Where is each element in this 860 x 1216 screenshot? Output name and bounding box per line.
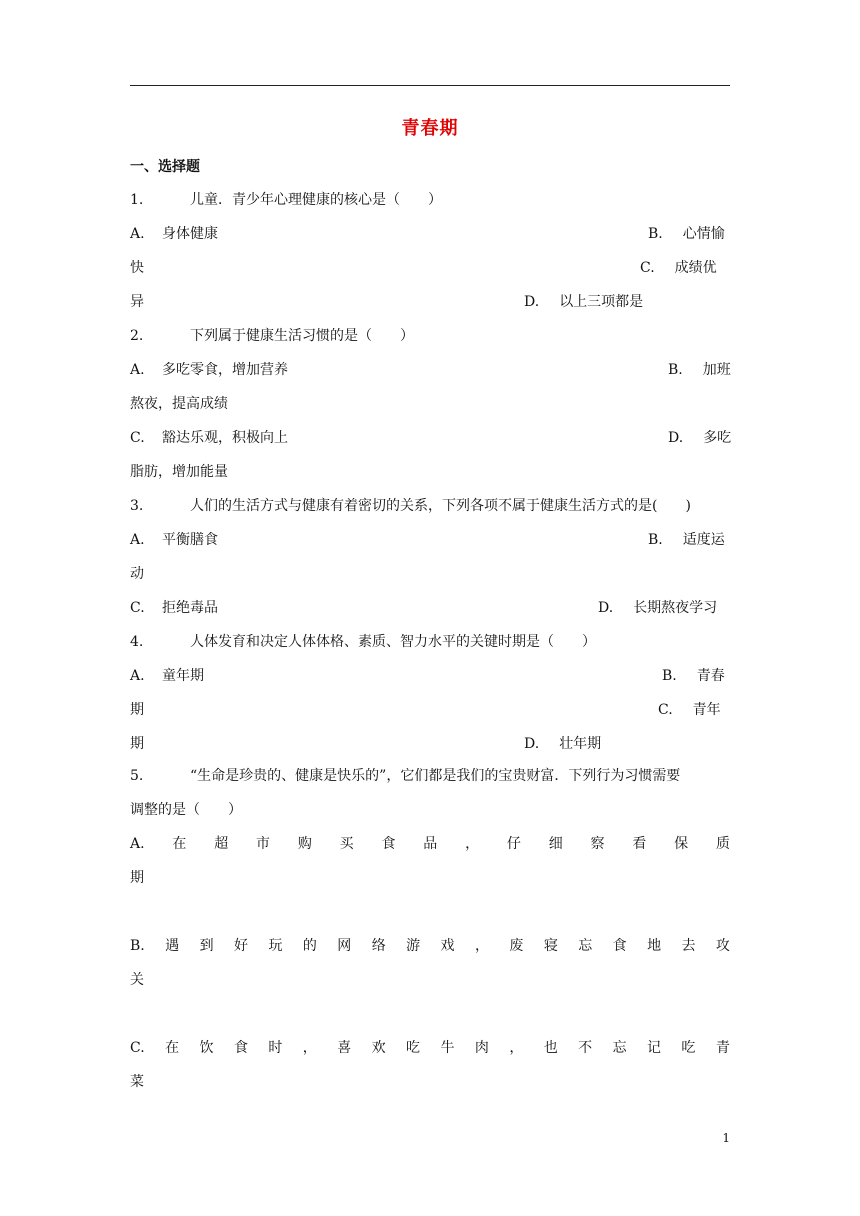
option-char: 络 xyxy=(371,938,386,954)
option-char: 戏 xyxy=(440,938,455,954)
option-char: 不 xyxy=(578,1040,593,1056)
option-label: B. xyxy=(648,226,663,242)
option-char: ， xyxy=(465,836,480,852)
option-char: 食 xyxy=(233,1040,248,1056)
question-5-option-a xyxy=(130,834,730,854)
question-2-option-b xyxy=(668,360,731,380)
option-label: D. xyxy=(668,430,684,446)
question-4-option-c-cont: 期 xyxy=(130,736,144,752)
question-3-option-d xyxy=(598,598,717,618)
question-2-option-d-cont: 脂肪，增加能量 xyxy=(130,464,228,480)
option-text: 青年 xyxy=(692,702,721,718)
option-char: 的 xyxy=(302,938,317,954)
option-char: 在 xyxy=(165,1040,180,1056)
option-char: 品 xyxy=(423,836,438,852)
question-2-number: 2. xyxy=(130,328,144,344)
question-1-option-d xyxy=(524,292,643,312)
question-1-option-c xyxy=(640,258,717,278)
question-1-number: 1. xyxy=(130,192,144,208)
question-4-text: 人体发育和决定人体体格、素质、智力水平的关键时期是（ ） xyxy=(190,634,596,650)
question-1-option-c-cont: 异 xyxy=(130,294,144,310)
header-rule xyxy=(130,85,730,86)
option-char: 游 xyxy=(406,938,421,954)
option-char: 超 xyxy=(214,836,229,852)
question-4-option-a xyxy=(130,666,204,686)
option-char: 饮 xyxy=(199,1040,214,1056)
option-char: 细 xyxy=(548,836,563,852)
option-char: 玩 xyxy=(268,938,283,954)
question-2-option-b-cont: 熬夜，提高成绩 xyxy=(130,396,228,412)
option-char: 地 xyxy=(647,938,662,954)
question-3-option-c xyxy=(130,598,218,618)
option-text: 平衡膳食 xyxy=(162,532,218,548)
question-1-text: 儿童．青少年心理健康的核心是（ ） xyxy=(190,192,442,208)
option-char: 攻 xyxy=(715,938,730,954)
option-char: 废 xyxy=(509,938,524,954)
question-3-option-b-cont: 动 xyxy=(130,566,144,582)
option-label: C. xyxy=(130,600,145,616)
option-char: 青 xyxy=(715,1040,730,1056)
option-text: 壮年期 xyxy=(559,736,602,752)
option-text: 成绩优 xyxy=(674,260,717,276)
option-text: 青春 xyxy=(696,668,725,684)
option-char: 食 xyxy=(381,836,396,852)
page-title: 青春期 xyxy=(401,118,459,139)
option-char: 食 xyxy=(612,938,627,954)
option-char: 市 xyxy=(256,836,270,852)
question-4-number: 4. xyxy=(130,634,144,650)
option-text: 身体健康 xyxy=(162,226,218,242)
option-text: 适度运 xyxy=(682,532,725,548)
option-text: 长期熬夜学习 xyxy=(633,600,718,616)
option-char: 忘 xyxy=(612,1040,627,1056)
question-4-option-b xyxy=(662,666,725,686)
option-label: D. xyxy=(524,294,540,310)
question-3-option-b xyxy=(648,530,725,550)
option-char: ， xyxy=(302,1040,317,1056)
question-4-option-c xyxy=(658,700,721,720)
option-char: 买 xyxy=(339,836,354,852)
option-label: A. xyxy=(130,668,145,684)
option-label: A. xyxy=(130,836,145,852)
option-char: 吃 xyxy=(406,1040,421,1056)
option-label: B. xyxy=(648,532,663,548)
option-label: B. xyxy=(662,668,677,684)
page-number: 1 xyxy=(722,1131,730,1145)
option-char: 喜 xyxy=(337,1040,352,1056)
option-char: 购 xyxy=(297,836,312,852)
option-label: C. xyxy=(130,1040,145,1056)
option-char: 寝 xyxy=(543,938,558,954)
option-char: 去 xyxy=(681,938,696,954)
option-label: D. xyxy=(598,600,614,616)
option-char: 在 xyxy=(172,836,187,852)
option-label: C. xyxy=(658,702,673,718)
option-text: 心情愉 xyxy=(682,226,725,242)
option-char: 质 xyxy=(715,836,730,852)
option-char: ， xyxy=(474,938,489,954)
question-2-text: 下列属于健康生活习惯的是（ ） xyxy=(190,328,414,344)
option-char: 忘 xyxy=(578,938,593,954)
question-1-option-b-cont: 快 xyxy=(130,260,144,276)
question-3-text: 人们的生活方式与健康有着密切的关系，下列各项不属于健康生活方式的是( ) xyxy=(190,498,691,514)
option-char: 看 xyxy=(632,836,647,852)
option-char: 遇 xyxy=(165,938,180,954)
question-4-option-d xyxy=(524,734,601,754)
option-char: 时 xyxy=(268,1040,283,1056)
option-char: 肉 xyxy=(474,1040,489,1056)
question-4-option-b-cont: 期 xyxy=(130,702,144,718)
question-2-option-d xyxy=(668,428,731,448)
question-5-text-line1: “生命是珍贵的、健康是快乐的”，它们都是我们的宝贵财富．下列行为习惯需要 xyxy=(190,768,681,784)
option-label: A. xyxy=(130,532,145,548)
question-5-option-c-cont: 菜 xyxy=(130,1074,144,1090)
question-5-number: 5. xyxy=(130,768,144,784)
option-text: 以上三项都是 xyxy=(559,294,644,310)
option-char: 好 xyxy=(234,938,249,954)
option-char: 网 xyxy=(337,938,352,954)
question-3-option-a xyxy=(130,530,218,550)
option-char: 到 xyxy=(199,938,214,954)
option-label: A. xyxy=(130,362,145,378)
question-1-option-a xyxy=(130,224,218,244)
option-label: B. xyxy=(130,938,145,954)
question-1-option-b xyxy=(648,224,725,244)
option-label: B. xyxy=(668,362,683,378)
option-label: A. xyxy=(130,226,145,242)
option-char: 察 xyxy=(590,836,605,852)
question-2-option-a xyxy=(130,360,288,380)
question-2-option-c xyxy=(130,428,288,448)
option-label: C. xyxy=(130,430,145,446)
section-heading: 一、选择题 xyxy=(130,159,200,175)
option-char: 保 xyxy=(674,836,689,852)
option-char: 仔 xyxy=(506,836,521,852)
option-char: ， xyxy=(509,1040,524,1056)
option-text: 童年期 xyxy=(162,668,204,684)
option-text: 多吃零食，增加营养 xyxy=(162,362,288,378)
option-char: 也 xyxy=(543,1040,558,1056)
option-text: 豁达乐观，积极向上 xyxy=(162,430,288,446)
option-char: 记 xyxy=(647,1040,661,1056)
question-5-option-c xyxy=(130,1038,730,1058)
option-text: 加班 xyxy=(702,362,731,378)
question-5-option-b xyxy=(130,936,730,956)
option-char: 欢 xyxy=(371,1040,386,1056)
option-label: C. xyxy=(640,260,655,276)
option-label: D. xyxy=(524,736,540,752)
question-3-number: 3. xyxy=(130,498,144,514)
option-char: 牛 xyxy=(440,1040,455,1056)
question-5-option-b-cont: 关 xyxy=(130,972,144,988)
option-text: 拒绝毒品 xyxy=(162,600,218,616)
question-5-option-a-cont: 期 xyxy=(130,870,144,886)
option-char: 吃 xyxy=(681,1040,696,1056)
option-text: 多吃 xyxy=(703,430,732,446)
question-5-text-line2: 调整的是（ ） xyxy=(130,802,242,818)
